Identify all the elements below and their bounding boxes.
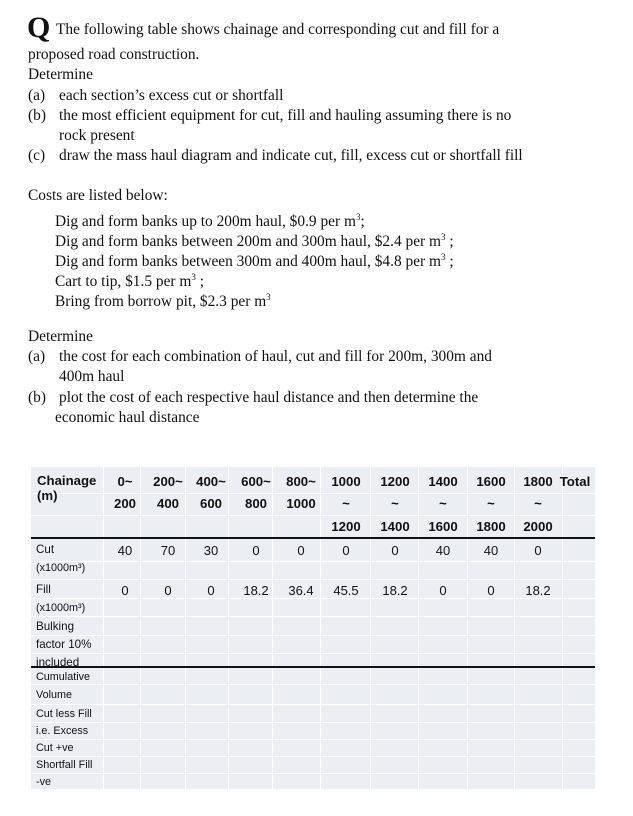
- col-7-mid: ~: [391, 496, 399, 511]
- col-2-bottom: 400: [156, 496, 179, 511]
- grid-line: [31, 561, 595, 562]
- col-10-top: 1800: [523, 474, 553, 489]
- col-9-bottom: 1800: [476, 519, 506, 534]
- fill-note-3: included: [36, 656, 80, 669]
- col-6-bottom: 1200: [331, 519, 361, 534]
- chainage-unit: (m): [37, 488, 58, 503]
- item-c-text: draw the mass haul diagram and indicate cut, fill, excess cut or shortfall fill: [59, 147, 523, 164]
- col-10-bottom: 2000: [523, 519, 553, 534]
- col-1-bottom: 200: [113, 496, 136, 511]
- col-1-top: 0~: [117, 474, 133, 489]
- cumulative-label-6: Shortfall Fill: [36, 759, 93, 771]
- mass-haul-table: [31, 467, 595, 789]
- grid-line: [31, 493, 595, 494]
- col-3-top: 400~: [196, 474, 226, 489]
- fill-label: Fill: [36, 583, 51, 596]
- cost-line-3: Dig and form banks between 300m and 400m haul, $4.8 per $m^3$ ;: [55, 252, 454, 270]
- item-b-text: the most efficient equipment for cut, fill and hauling assuming there is no: [59, 107, 512, 124]
- cost-line-2: Dig and form banks between 200m and 300m haul, $2.4 per $m^3$ ;: [55, 232, 454, 250]
- col-8-top: 1400: [428, 474, 458, 489]
- cut-cell: 0: [391, 543, 399, 558]
- item-b-label: (b): [28, 107, 46, 124]
- question-mark-letter: Q: [27, 11, 51, 44]
- grid-line: [31, 579, 595, 580]
- fill-cell: 0: [121, 583, 129, 598]
- cost-line-5: Bring from borrow pit, $2.3 per $m^3$: [55, 292, 271, 310]
- grid-line: [31, 756, 595, 757]
- det2-b-line2: economic haul distance: [55, 409, 200, 426]
- fill-cell: 0: [487, 583, 495, 598]
- grid-line: [31, 773, 595, 774]
- fill-cell: 0: [207, 583, 215, 598]
- cut-cell: 70: [160, 543, 176, 558]
- col-9-top: 1600: [476, 474, 506, 489]
- col-7-top: 1200: [380, 474, 410, 489]
- col-6-top: 1000: [331, 474, 361, 489]
- cut-cell: 0: [297, 543, 305, 558]
- grid-line: [31, 635, 595, 636]
- chainage-header: Chainage: [37, 473, 97, 488]
- cut-cell: 40: [117, 543, 133, 558]
- fill-rule: [31, 666, 595, 668]
- cut-cell: 30: [203, 543, 219, 558]
- costs-heading: Costs are listed below:: [28, 187, 168, 204]
- fill-cell: 18.2: [525, 583, 551, 598]
- col-6-mid: ~: [342, 496, 350, 511]
- item-a-text: each section’s excess cut or shortfall: [59, 87, 284, 104]
- grid-line: [31, 653, 595, 654]
- item-a-label: (a): [28, 87, 46, 104]
- cut-cell: 0: [342, 543, 350, 558]
- cumulative-label-3: Cut less Fill: [36, 708, 92, 720]
- item-b-text-cont: rock present: [59, 127, 135, 144]
- item-c-label: (c): [28, 147, 46, 164]
- det2-b-line1: plot the cost of each respective haul distance and then determine the: [59, 389, 479, 406]
- det2-b-label: (b): [28, 389, 46, 406]
- col-4-top: 600~: [241, 474, 271, 489]
- cost-line-1: Dig and form banks up to 200m haul, $0.9 per $m^3$;: [55, 212, 365, 230]
- cut-cell: 0: [252, 543, 260, 558]
- cumulative-label-1: Cumulative: [36, 671, 91, 683]
- fill-cell: 18.2: [382, 583, 408, 598]
- col-8-mid: ~: [439, 496, 447, 511]
- cumulative-label-5: Cut +ve: [36, 742, 74, 754]
- cut-cell: 40: [483, 543, 499, 558]
- total-header: Total: [559, 474, 591, 489]
- det2-a-label: (a): [28, 348, 46, 365]
- det2-a-line2: 400m haul: [59, 368, 125, 385]
- det2-a-line1: the cost for each combination of haul, cut and fill for 200m, 300m and: [59, 348, 492, 365]
- cut-label: Cut: [36, 543, 55, 556]
- determine-heading: Determine: [28, 66, 93, 83]
- col-9-mid: ~: [487, 496, 495, 511]
- cut-cell: 40: [435, 543, 451, 558]
- col-2-top: 200~: [153, 474, 183, 489]
- cut-unit: (x1000m³): [36, 562, 86, 574]
- cut-cell: 0: [534, 543, 542, 558]
- fill-note-2: factor 10%: [36, 638, 92, 651]
- col-8-bottom: 1600: [428, 519, 458, 534]
- fill-cell: 36.4: [288, 583, 314, 598]
- cumulative-label-2: Volume: [36, 689, 73, 701]
- grid-line: [31, 739, 595, 740]
- fill-cell: 18.2: [243, 583, 269, 598]
- cumulative-label-4: i.e. Excess: [36, 725, 89, 737]
- cumulative-label-7: -ve: [36, 776, 51, 788]
- fill-note-1: Bulking: [36, 620, 75, 633]
- intro-line-1: The following table shows chainage and corresponding cut and fill for a: [56, 21, 500, 38]
- grid-line: [31, 704, 595, 705]
- cost-line-4: Cart to tip, $1.5 per $m^3$ ;: [55, 272, 204, 290]
- determine2-heading: Determine: [28, 328, 93, 345]
- grid-line: [31, 616, 595, 617]
- header-rule: [31, 537, 595, 539]
- grid-line: [31, 515, 595, 516]
- fill-cell: 45.5: [333, 583, 359, 598]
- grid-line: [31, 684, 595, 685]
- fill-cell: 0: [164, 583, 172, 598]
- fill-cell: 0: [439, 583, 447, 598]
- col-10-mid: ~: [534, 496, 542, 511]
- col-4-bottom: 800: [244, 496, 267, 511]
- grid-line: [31, 722, 595, 723]
- fill-unit: (x1000m³): [36, 602, 86, 614]
- col-7-bottom: 1400: [380, 519, 410, 534]
- col-3-bottom: 600: [199, 496, 222, 511]
- col-5-bottom: 1000: [286, 496, 316, 511]
- intro-line-2: proposed road construction.: [28, 46, 200, 63]
- col-5-top: 800~: [286, 474, 316, 489]
